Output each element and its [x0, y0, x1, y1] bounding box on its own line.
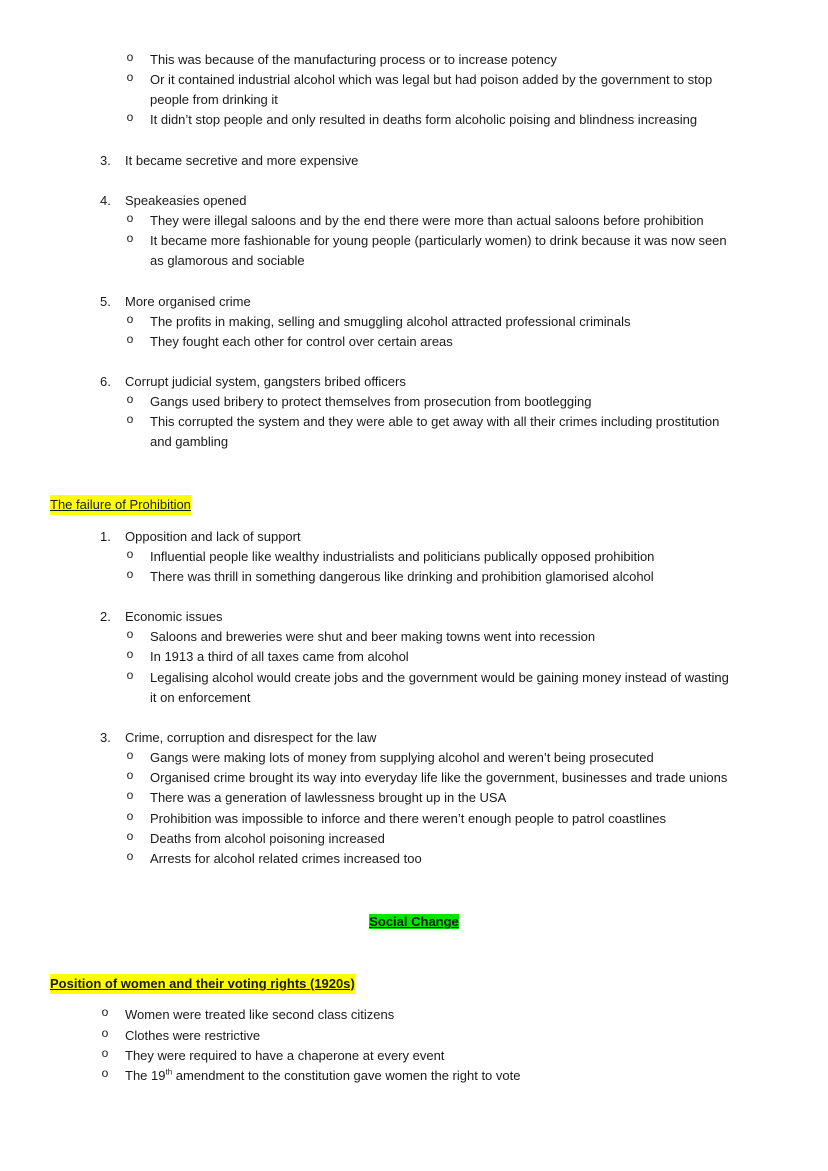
list-item-continuation: and gambling — [150, 434, 229, 449]
bullet-marker: o — [126, 627, 134, 641]
list-item: It didn’t stop people and only resulted in deaths form alcoholic poising and blindness increasing — [150, 112, 698, 127]
list-item-title: Opposition and lack of support — [125, 529, 301, 544]
bullet-marker: o — [126, 748, 134, 762]
bullet-marker: o — [126, 829, 134, 843]
list-item-continuation: it on enforcement — [150, 690, 251, 705]
section-heading-women: Position of women and their voting rights (1920s) — [50, 974, 355, 994]
list-item: They fought each other for control over certain areas — [150, 334, 453, 349]
list-item-title: It became secretive and more expensive — [125, 153, 359, 168]
amendment-text-pre: The 19 — [125, 1068, 166, 1083]
list-item: This was because of the manufacturing process or to increase potency — [150, 52, 557, 67]
list-item: Influential people like wealthy industrialists and politicians publically opposed prohibition — [150, 549, 655, 564]
bullet-marker: o — [126, 392, 134, 406]
section-heading-social-change: Social Change — [369, 914, 459, 929]
bullet-marker: o — [126, 231, 134, 245]
bullet-marker: o — [126, 211, 134, 225]
list-item-continuation: people from drinking it — [150, 92, 278, 107]
list-item: Deaths from alcohol poisoning increased — [150, 831, 385, 846]
amendment-text-post: amendment to the constitution gave women the right to vote — [172, 1068, 521, 1083]
list-item: There was a generation of lawlessness brought up in the USA — [150, 790, 507, 805]
bullet-marker: o — [126, 50, 134, 64]
bullet-marker: o — [126, 312, 134, 326]
bullet-marker: o — [126, 809, 134, 823]
list-item: Saloons and breweries were shut and beer making towns went into recession — [150, 629, 596, 644]
bullet-marker: o — [126, 567, 134, 581]
list-item: There was thrill in something dangerous like drinking and prohibition glamorised alcohol — [150, 569, 654, 584]
list-number: 4. — [100, 193, 111, 208]
list-item: The profits in making, selling and smuggling alcohol attracted professional criminals — [150, 314, 631, 329]
bullet-marker: o — [126, 768, 134, 782]
list-item-title: Economic issues — [125, 609, 223, 624]
list-item-title: Speakeasies opened — [125, 193, 247, 208]
bullet-marker: o — [126, 547, 134, 561]
list-item: They were illegal saloons and by the end there were more than actual saloons before prohibition — [150, 213, 704, 228]
bullet-marker: o — [126, 110, 134, 124]
list-item: Gangs used bribery to protect themselves from prosecution from bootlegging — [150, 394, 592, 409]
list-number: 5. — [100, 294, 111, 309]
bullet-marker: o — [126, 849, 134, 863]
list-item: Women were treated like second class citizens — [125, 1007, 395, 1022]
list-item: Arrests for alcohol related crimes increased too — [150, 851, 422, 866]
list-item: Organised crime brought its way into everyday life like the government, businesses and trade unions — [150, 770, 728, 785]
list-item: In 1913 a third of all taxes came from alcohol — [150, 649, 409, 664]
list-number: 3. — [100, 153, 111, 168]
bullet-marker: o — [101, 1005, 109, 1019]
list-item-title: Crime, corruption and disrespect for the law — [125, 730, 377, 745]
list-item: Gangs were making lots of money from supplying alcohol and weren’t being prosecuted — [150, 750, 654, 765]
bullet-marker: o — [101, 1026, 109, 1040]
section-heading-failure: The failure of Prohibition — [50, 495, 191, 515]
social-change-heading-wrap — [0, 912, 828, 932]
bullet-marker: o — [126, 668, 134, 682]
list-item: Prohibition was impossible to inforce and there weren’t enough people to patrol coastlines — [150, 811, 666, 826]
bullet-marker: o — [126, 647, 134, 661]
list-item: They were required to have a chaperone at every event — [125, 1048, 445, 1063]
list-item-amendment — [125, 1066, 520, 1086]
bullet-marker: o — [101, 1066, 109, 1080]
bullet-marker: o — [126, 70, 134, 84]
list-number: 1. — [100, 529, 111, 544]
amendment-superscript: th — [165, 1067, 173, 1077]
list-number: 2. — [100, 609, 111, 624]
bullet-marker: o — [126, 412, 134, 426]
list-item: This corrupted the system and they were able to get away with all their crimes including prostitution — [150, 414, 720, 429]
list-item: Clothes were restrictive — [125, 1028, 261, 1043]
bullet-marker: o — [126, 332, 134, 346]
list-item: Legalising alcohol would create jobs and the government would be gaining money instead of wasting — [150, 670, 729, 685]
list-number: 6. — [100, 374, 111, 389]
list-item: Or it contained industrial alcohol which was legal but had poison added by the government to stop — [150, 72, 713, 87]
bullet-marker: o — [126, 788, 134, 802]
list-number: 3. — [100, 730, 111, 745]
bullet-marker: o — [101, 1046, 109, 1060]
list-item-title: More organised crime — [125, 294, 251, 309]
list-item-continuation: as glamorous and sociable — [150, 253, 305, 268]
list-item-title: Corrupt judicial system, gangsters bribed officers — [125, 374, 406, 389]
list-item: It became more fashionable for young people (particularly women) to drink because it was now seen — [150, 233, 727, 248]
